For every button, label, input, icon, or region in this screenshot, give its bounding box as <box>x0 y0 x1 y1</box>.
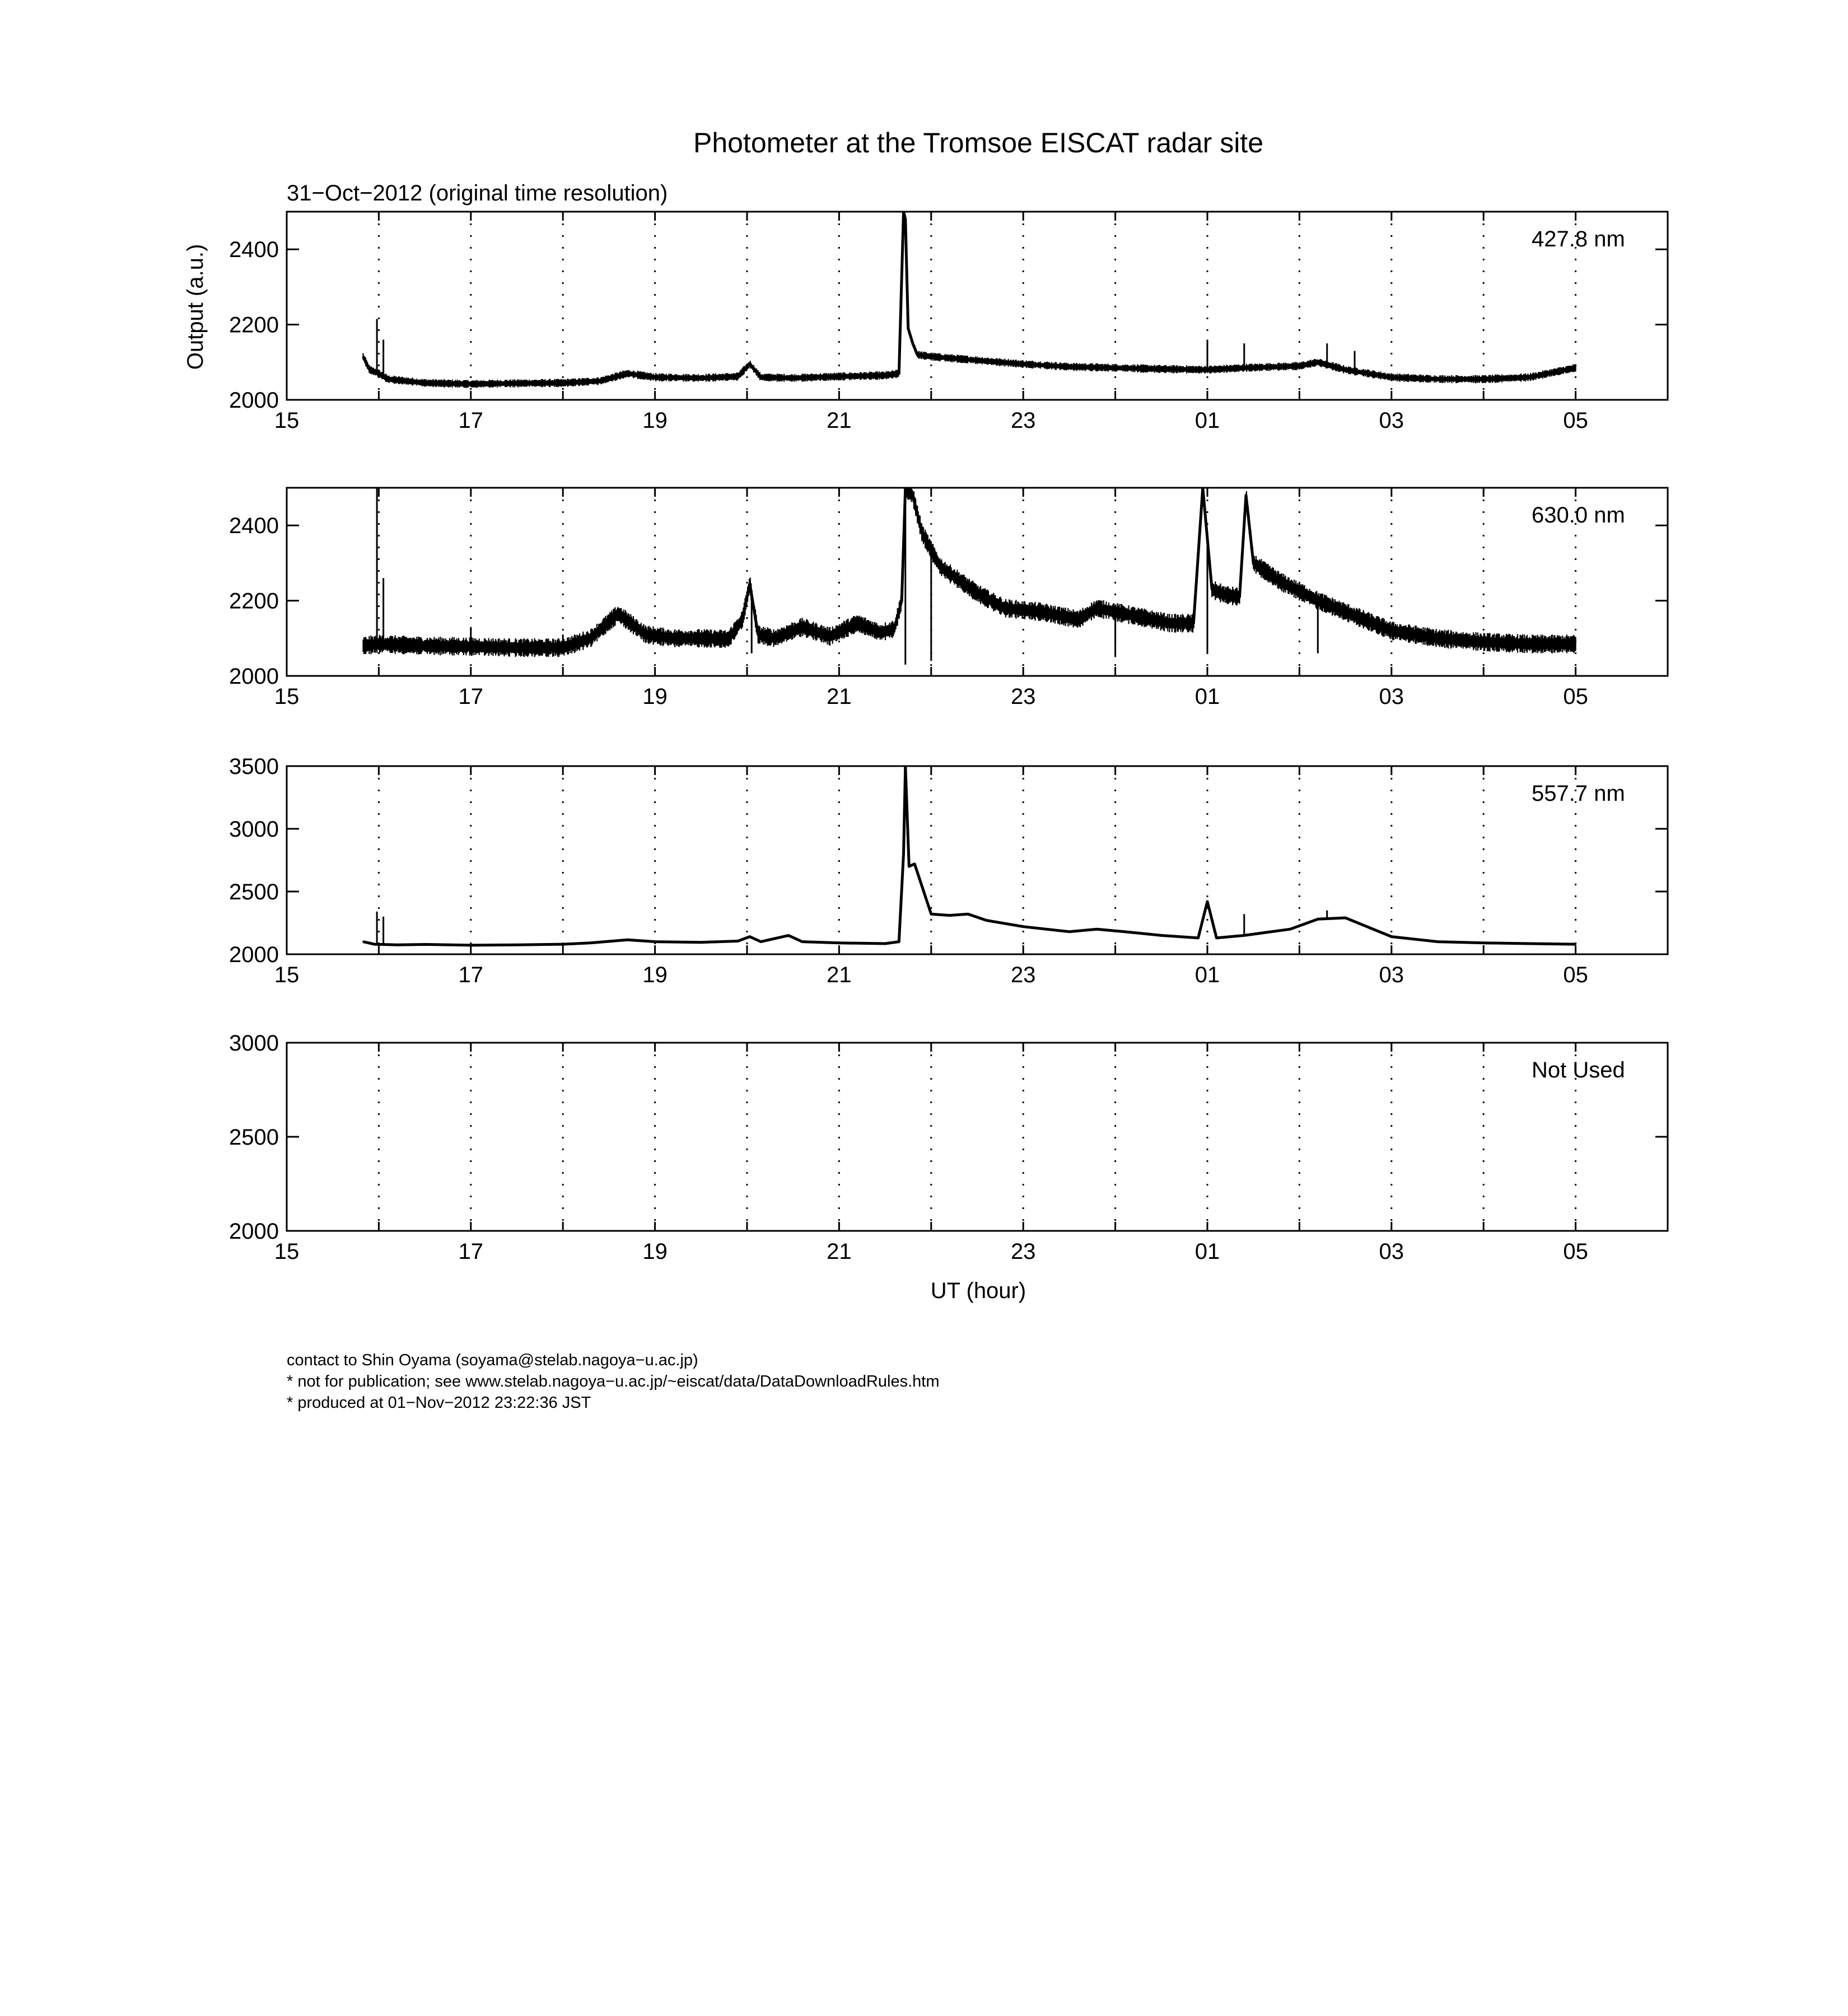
y-tick-label: 2000 <box>229 664 279 689</box>
x-tick-label: 17 <box>458 408 484 433</box>
panel-3 <box>229 754 1668 987</box>
y-tick-label: 2500 <box>229 880 279 904</box>
x-tick-label: 21 <box>827 1239 852 1264</box>
y-axis-label: Output (a.u.) <box>183 244 208 370</box>
x-tick-label: 19 <box>642 408 668 433</box>
axes-box <box>287 212 1668 400</box>
x-tick-label: 21 <box>827 963 852 987</box>
axes-box <box>287 766 1668 954</box>
series-2 <box>363 481 1576 665</box>
y-tick-label: 2000 <box>229 388 279 413</box>
y-tick-label: 2200 <box>229 589 279 614</box>
x-tick-label: 21 <box>827 684 852 709</box>
panel-1 <box>229 209 1668 433</box>
panel-4 <box>229 1031 1668 1264</box>
series-noise <box>363 481 1576 657</box>
series-noise <box>363 209 1576 388</box>
x-tick-label: 19 <box>642 1239 668 1264</box>
y-tick-label: 3000 <box>229 1031 279 1056</box>
x-tick-label: 05 <box>1563 408 1588 433</box>
x-tick-label: 01 <box>1194 408 1220 433</box>
x-tick-label: 17 <box>458 684 484 709</box>
x-tick-label: 05 <box>1563 1239 1588 1264</box>
panel-label: 630.0 nm <box>1532 503 1625 528</box>
x-tick-label: 21 <box>827 408 852 433</box>
x-tick-label: 03 <box>1379 963 1404 987</box>
series-line <box>363 766 1576 945</box>
x-tick-label: 03 <box>1379 408 1404 433</box>
footer-produced: * produced at 01−Nov−2012 23:22:36 JST <box>287 1394 591 1412</box>
x-tick-label: 19 <box>642 684 668 709</box>
x-tick-label: 01 <box>1194 1239 1220 1264</box>
panel-label: 557.7 nm <box>1532 781 1625 806</box>
x-tick-label: 01 <box>1194 963 1220 987</box>
series-3 <box>363 766 1576 946</box>
figure-subtitle: 31−Oct−2012 (original time resolution) <box>287 181 668 206</box>
x-tick-label: 15 <box>274 1239 300 1264</box>
series-noise <box>363 771 1576 946</box>
x-tick-label: 15 <box>274 963 300 987</box>
x-tick-label: 03 <box>1379 684 1404 709</box>
x-tick-label: 17 <box>458 1239 484 1264</box>
x-tick-label: 19 <box>642 963 668 987</box>
figure-title: Photometer at the Tromsoe EISCAT radar site <box>693 127 1264 158</box>
panels-group <box>229 209 1668 1264</box>
x-tick-label: 23 <box>1010 684 1036 709</box>
series-1 <box>363 209 1576 388</box>
x-tick-label: 23 <box>1010 963 1036 987</box>
panel-2 <box>229 481 1668 709</box>
x-tick-label: 15 <box>274 408 300 433</box>
y-tick-label: 2200 <box>229 312 279 338</box>
y-tick-label: 2000 <box>229 1219 279 1244</box>
y-tick-label: 3000 <box>229 817 279 842</box>
panel-label: 427.8 nm <box>1532 227 1625 251</box>
x-tick-label: 05 <box>1563 963 1588 987</box>
x-tick-label: 05 <box>1563 684 1588 709</box>
y-tick-label: 3500 <box>229 754 279 779</box>
x-axis-label: UT (hour) <box>930 1278 1026 1303</box>
y-tick-label: 2000 <box>229 942 279 967</box>
axes-box <box>287 1043 1668 1231</box>
y-tick-label: 2400 <box>229 237 279 263</box>
x-tick-label: 23 <box>1010 408 1036 433</box>
footer-rules: * not for publication; see www.stelab.nagoya−u.ac.jp/~eiscat/data/DataDownloadRules.htm <box>287 1373 940 1390</box>
y-tick-label: 2500 <box>229 1125 279 1150</box>
y-tick-label: 2400 <box>229 514 279 539</box>
x-tick-label: 23 <box>1010 1239 1036 1264</box>
footer-contact: contact to Shin Oyama (soyama@stelab.nagoya−u.ac.jp) <box>287 1351 698 1369</box>
x-tick-label: 01 <box>1194 684 1220 709</box>
x-tick-label: 03 <box>1379 1239 1404 1264</box>
panel-label: Not Used <box>1532 1058 1625 1082</box>
x-tick-label: 17 <box>458 963 484 987</box>
footer-notes <box>287 1350 940 1413</box>
x-tick-label: 15 <box>274 684 300 709</box>
